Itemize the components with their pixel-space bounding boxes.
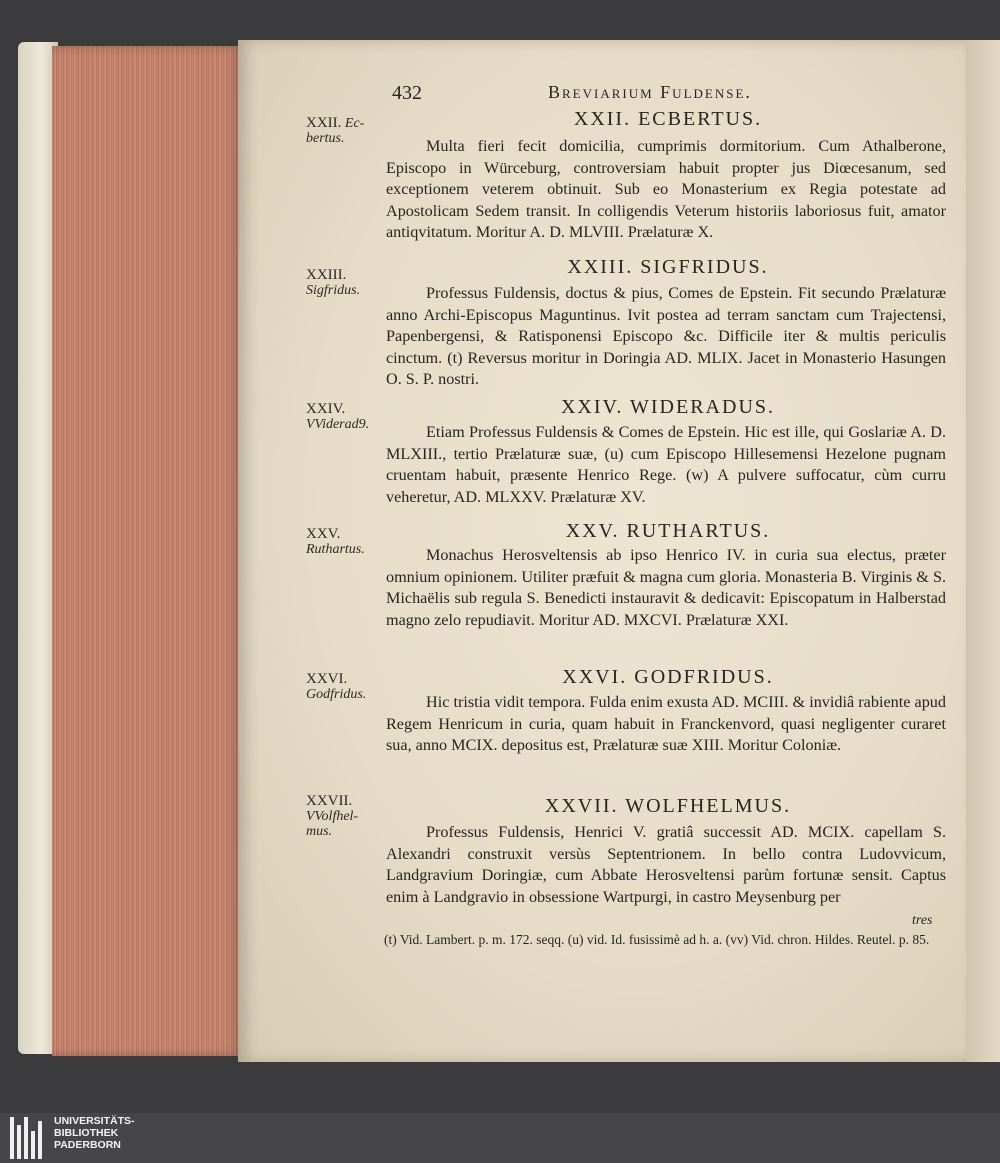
- footnotes: (t) Vid. Lambert. p. m. 172. seqq. (u) vid. Id. fusissimè ad h. a. (vv) Vid. chron. Hildes. Reutel. p. 85.: [384, 932, 930, 947]
- page-edges: [52, 46, 242, 1056]
- page-number: 432: [392, 82, 422, 104]
- margin-note-xxiv: XXIV. VViderad9.: [306, 401, 370, 432]
- running-title: Breviarium Fuldense.: [548, 82, 752, 102]
- section-text-xxiii: Professus Fuldensis, doctus & pius, Comes de Epstein. Fit secundo Prælaturæ anno Archi-Episcopus Maguntinus. Ivit postea ad terram sanctam cum Trajectensi, Papenbergensi, & Ratisponensi Episcopo &c. Difficile iter & multis periculis cinctum. (t) Reversus moritur in Doringia AD. MLIX. Jacet in Monasterio Hasungen O. S. P. nostri.: [386, 284, 946, 388]
- section-text-xxvii: Professus Fuldensis, Henrici V. gratiâ successit AD. MCIX. capellam S. Alexandri construxit versùs Septentrionem. In bello contra Ludovvicum, Landgravium Doringiæ, cum Abbate Herosveltensi parùm fortunæ sensit. Captus enim à Landgravio in obsessione Wartpurgi, in castro Meysenburg per: [386, 823, 946, 906]
- section-title-xxii: XXII. ECBERTUS.: [573, 108, 763, 130]
- margin-note-xxvi: XXVI. Godfridus.: [306, 671, 367, 702]
- section-text-xxiv: Etiam Professus Fuldensis & Comes de Epstein. Hic est ille, qui Goslariæ A. D. MLXIII., tertio Prælaturæ suæ, (u) cum Episcopo Hillesemensi Hezelone pugnam cruentam habuit, præsente Henrico Rege. (w) A pulvere suffocatur, cùm curru veheretur, AD. MLXXV. Prælaturæ XV.: [386, 423, 946, 506]
- section-title-xxiii: XXIII. SIGFRIDUS.: [567, 256, 769, 278]
- opposite-page-edge: [966, 40, 1000, 1062]
- margin-note-xxvii: XXVII. VVolfhel- mus.: [306, 793, 359, 839]
- footer-bar: [0, 1113, 1000, 1163]
- margin-note-xxiii: XXIII. Sigfridus.: [306, 267, 361, 298]
- catchword: tres: [912, 913, 933, 928]
- margin-note-xxv: XXV. Ruthartus.: [306, 526, 365, 557]
- section-text-xxii: Multa fieri fecit domicilia, cumprimis dormitorium. Cum Athalberone, Episcopo in Würceburg, controversiam habuit propter jus Diœcesanum, sed exceptionem veterem obtinuit. Sub eo Monasterium ex Regia potestate ad Apostolicam Sedem transit. In colligendis Veterum historiis laboriosus fuit, amator antiqvitatum. Moritur A. D. MLVIII. Prælaturæ X.: [386, 137, 946, 241]
- margin-note-xxii: XXII. Ec- bertus.: [306, 115, 365, 146]
- section-text-xxv: Monachus Herosveltensis ab ipso Henrico IV. in curia sua electus, præter omnium opinionem. Utiliter præfuit & magna cum gloria. Monasteria B. Virginis & S. Michaëlis sub regula S. Benedicti instauravit & dedicavit: Episcopatum in Halberstad magno zelo repudiavit. Moritur AD. MXCVI. Prælaturæ XXI.: [386, 546, 946, 629]
- institution-name: UNIVERSITÄTS- BIBLIOTHEK PADERBORN: [54, 1115, 135, 1151]
- library-logo-icon: [10, 1117, 50, 1159]
- section-title-xxvi: XXVI. GODFRIDUS.: [562, 666, 774, 688]
- section-text-xxvi: Hic tristia vidit tempora. Fulda enim exusta AD. MCIII. & invidiâ rabiente apud Regem Henricum in curia, quam habuit in Franckenvord, quasi negligenter curaret sua, anno MCIX. depositus est, Prælaturæ suæ XIII. Moritur Coloniæ.: [386, 693, 946, 754]
- section-title-xxiv: XXIV. WIDERADUS.: [560, 396, 776, 418]
- section-title-xxvii: XXVII. WOLFHELMUS.: [544, 795, 792, 817]
- section-title-xxv: XXV. RUTHARTUS.: [565, 520, 771, 542]
